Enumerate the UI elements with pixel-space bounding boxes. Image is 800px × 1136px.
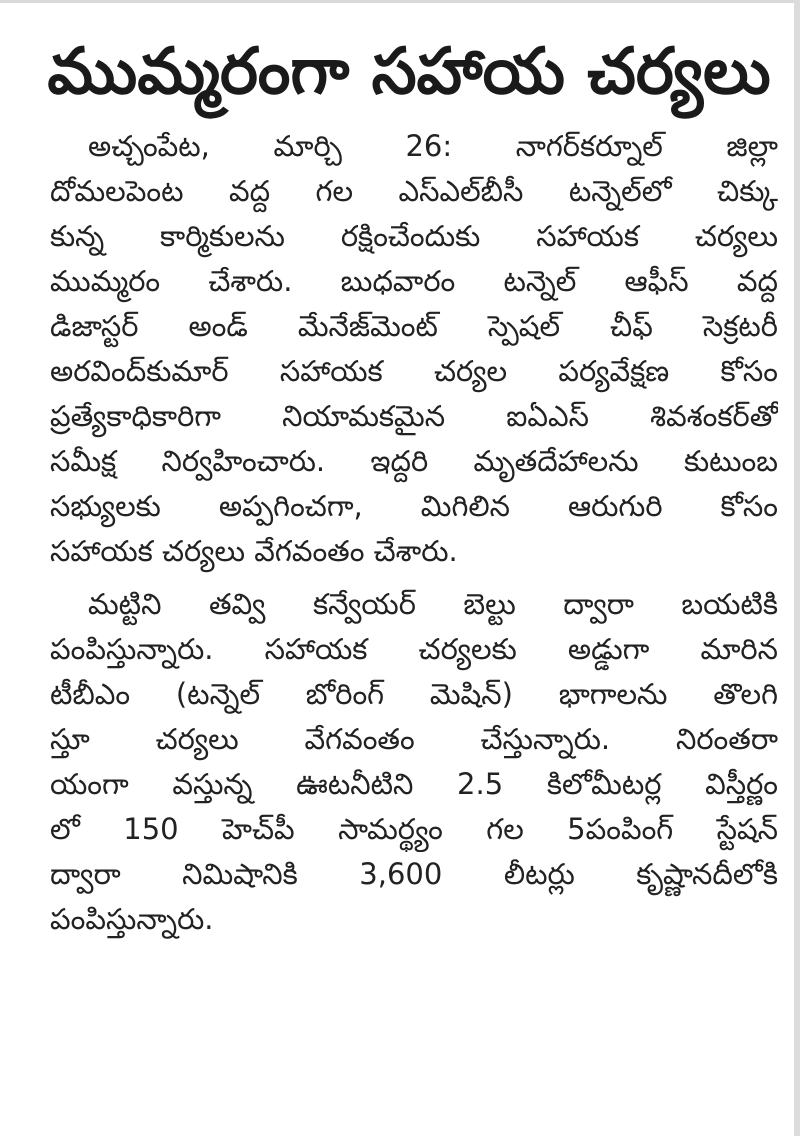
paragraph-2-line-6: లో 150 హెచ్‌పీ సామర్థ్యం గల 5పంపింగ్ స్టేషన్ (50, 812, 778, 846)
paragraph-1-line-1: అచ్చంపేట, మార్చి 26: నాగర్‌కర్నూల్ జిల్లా (88, 129, 778, 163)
paragraph-gap (50, 574, 778, 582)
paragraph-2-line-8: పంపిస్తున్నారు. (50, 902, 214, 936)
paragraph-2-line-7: ద్వారా నిమిషానికి 3,600 లీటర్లు కృష్ణానదీలోకి (50, 857, 778, 891)
paragraph-1-line-2: దోమలపెంట వద్ద గల ఎస్‌ఎల్‌బీసీ టన్నెల్‌లో చిక్కు (50, 174, 778, 208)
paragraph-1-line-8: సమీక్ష నిర్వహించారు. ఇద్దరి మృతదేహాలను కుటుంబ (50, 444, 778, 478)
paragraph-2-line-4: స్తూ చర్యలు వేగవంతం చేస్తున్నారు. నిరంతరా (50, 722, 778, 756)
paragraph-1-line-7: ప్రత్యేకాధికారిగా నియామకమైన ఐఏఎస్ శివశంకర్‌తో (50, 399, 778, 433)
right-border (794, 0, 800, 1136)
paragraph-1-line-5: డిజాస్టర్ అండ్ మేనేజ్‌మెంట్ స్పెషల్ చీఫ్ సెక్రటరీ (50, 309, 778, 343)
paragraph-1-line-10: సహాయక చర్యలు వేగవంతం చేశారు. (50, 534, 458, 568)
article-body (50, 124, 778, 942)
top-border (0, 0, 800, 3)
paragraph-2-line-5: యంగా వస్తున్న ఊటనీటిని 2.5 కిలోమీటర్ల విస్తీర్ణం (50, 767, 778, 801)
paragraph-2-line-3: టీబీఎం (టన్నెల్ బోరింగ్ మెషిన్) భాగాలను తొలగి (50, 677, 778, 711)
paragraph-1-line-9: సభ్యులకు అప్పగించగా, మిగిలిన ఆరుగురి కోసం (50, 489, 778, 523)
paragraph-2-line-1: మట్టిని తవ్వి కన్వేయర్ బెల్టు ద్వారా బయటికి (88, 587, 778, 621)
paragraph-1-line-6: అరవింద్‌కుమార్ సహాయక చర్యల పర్యవేక్షణ కోసం (50, 354, 778, 388)
paragraph-1-line-3: కున్న కార్మికులను రక్షించేందుకు సహాయక చర్యలు (50, 219, 778, 253)
paragraph-1-line-4: ముమ్మరం చేశారు. బుధవారం టన్నెల్ ఆఫీస్ వద్ద (50, 264, 778, 298)
paragraph-2-line-2: పంపిస్తున్నారు. సహాయక చర్యలకు అడ్డుగా మారిన (50, 632, 778, 666)
headline: ముమ్మరంగా సహాయ చర్యలు (47, 35, 771, 109)
